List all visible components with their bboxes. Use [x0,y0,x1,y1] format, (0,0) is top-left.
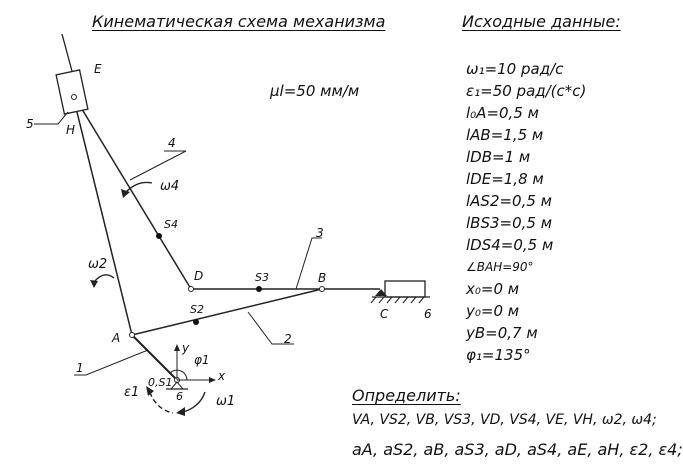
x-axis-arrow [209,377,216,383]
label-n4: 4 [168,136,176,150]
label-n3: 3 [316,226,324,240]
given-item: lDB=1 м [466,148,531,166]
joint-D [189,287,194,292]
label-y: y [182,341,190,355]
diagram-title: Кинематическая схема механизма [92,12,386,31]
y-axis-arrow [174,344,180,351]
label-eps1: ε1 [124,385,140,400]
link-AH [74,100,132,335]
label-x: x [218,369,226,383]
label-omega4: ω4 [160,179,180,194]
given-item: lBS3=0,5 м [466,214,553,232]
omega1-arrow [176,407,185,416]
given-item: lAS2=0,5 м [466,192,553,210]
joint-H [72,95,77,100]
label-B: B [318,271,327,285]
joint-B [320,287,325,292]
given-item: l₀A=0,5 м [466,104,539,122]
label-n5: 5 [26,117,34,131]
given-item: x₀=0 м [466,280,520,298]
eps1-arc [150,392,173,413]
find-heading: Определить: [352,386,461,405]
label-omega1: ω1 [216,394,236,409]
label-E: E [94,62,102,76]
find-velocities: VA, VS2, VB, VS3, VD, VS4, VE, VH, ω2, ω4; [352,412,657,428]
label-S2: S2 [190,303,204,316]
ground-hatch-C [371,297,424,303]
given-heading: Исходные данные: [462,12,621,31]
leader-4 [130,151,186,180]
given-item: y₀=0 м [466,302,520,320]
label-n1: 1 [76,361,84,375]
omega2-arrow [90,280,98,288]
given-item: yB=0,7 м [466,324,538,342]
given-item: ω₁=10 рад/с [466,60,564,78]
label-A: A [112,331,121,345]
given-item: lDS4=0,5 м [466,236,554,254]
label-phi1: φ1 [194,353,210,367]
slider-5 [56,70,88,114]
label-S4: S4 [164,218,178,231]
slider-C [385,281,425,297]
label-origin: 0,S1 [148,376,173,389]
joint-A [130,333,135,338]
scale-label: μl=50 мм/м [270,82,360,100]
find-accelerations: aA, aS2, aB, aS3, aD, aS4, aE, aH, ε2, ε4; [352,440,683,459]
point-S4 [156,233,162,239]
point-S2 [193,319,199,325]
label-n6b: 6 [176,390,183,403]
label-omega2: ω2 [88,257,108,272]
label-H: H [66,123,76,137]
leader-5 [34,112,68,124]
label-C: C [380,307,389,321]
given-item: lDE=1,8 м [466,170,544,188]
label-n6a: 6 [424,307,432,321]
point-S3 [256,286,262,292]
label-n2: 2 [284,332,292,346]
given-item: ∠BAH=90° [466,260,534,274]
given-item: ε₁=50 рад/(с*с) [466,82,587,100]
given-item: lAB=1,5 м [466,126,544,144]
label-D: D [194,269,204,283]
omega1-arc [182,392,205,412]
link-2 [132,289,322,335]
label-S3: S3 [255,271,269,284]
leader-1 [74,350,148,375]
support-O [171,382,183,389]
given-item: φ₁=135° [466,346,531,364]
